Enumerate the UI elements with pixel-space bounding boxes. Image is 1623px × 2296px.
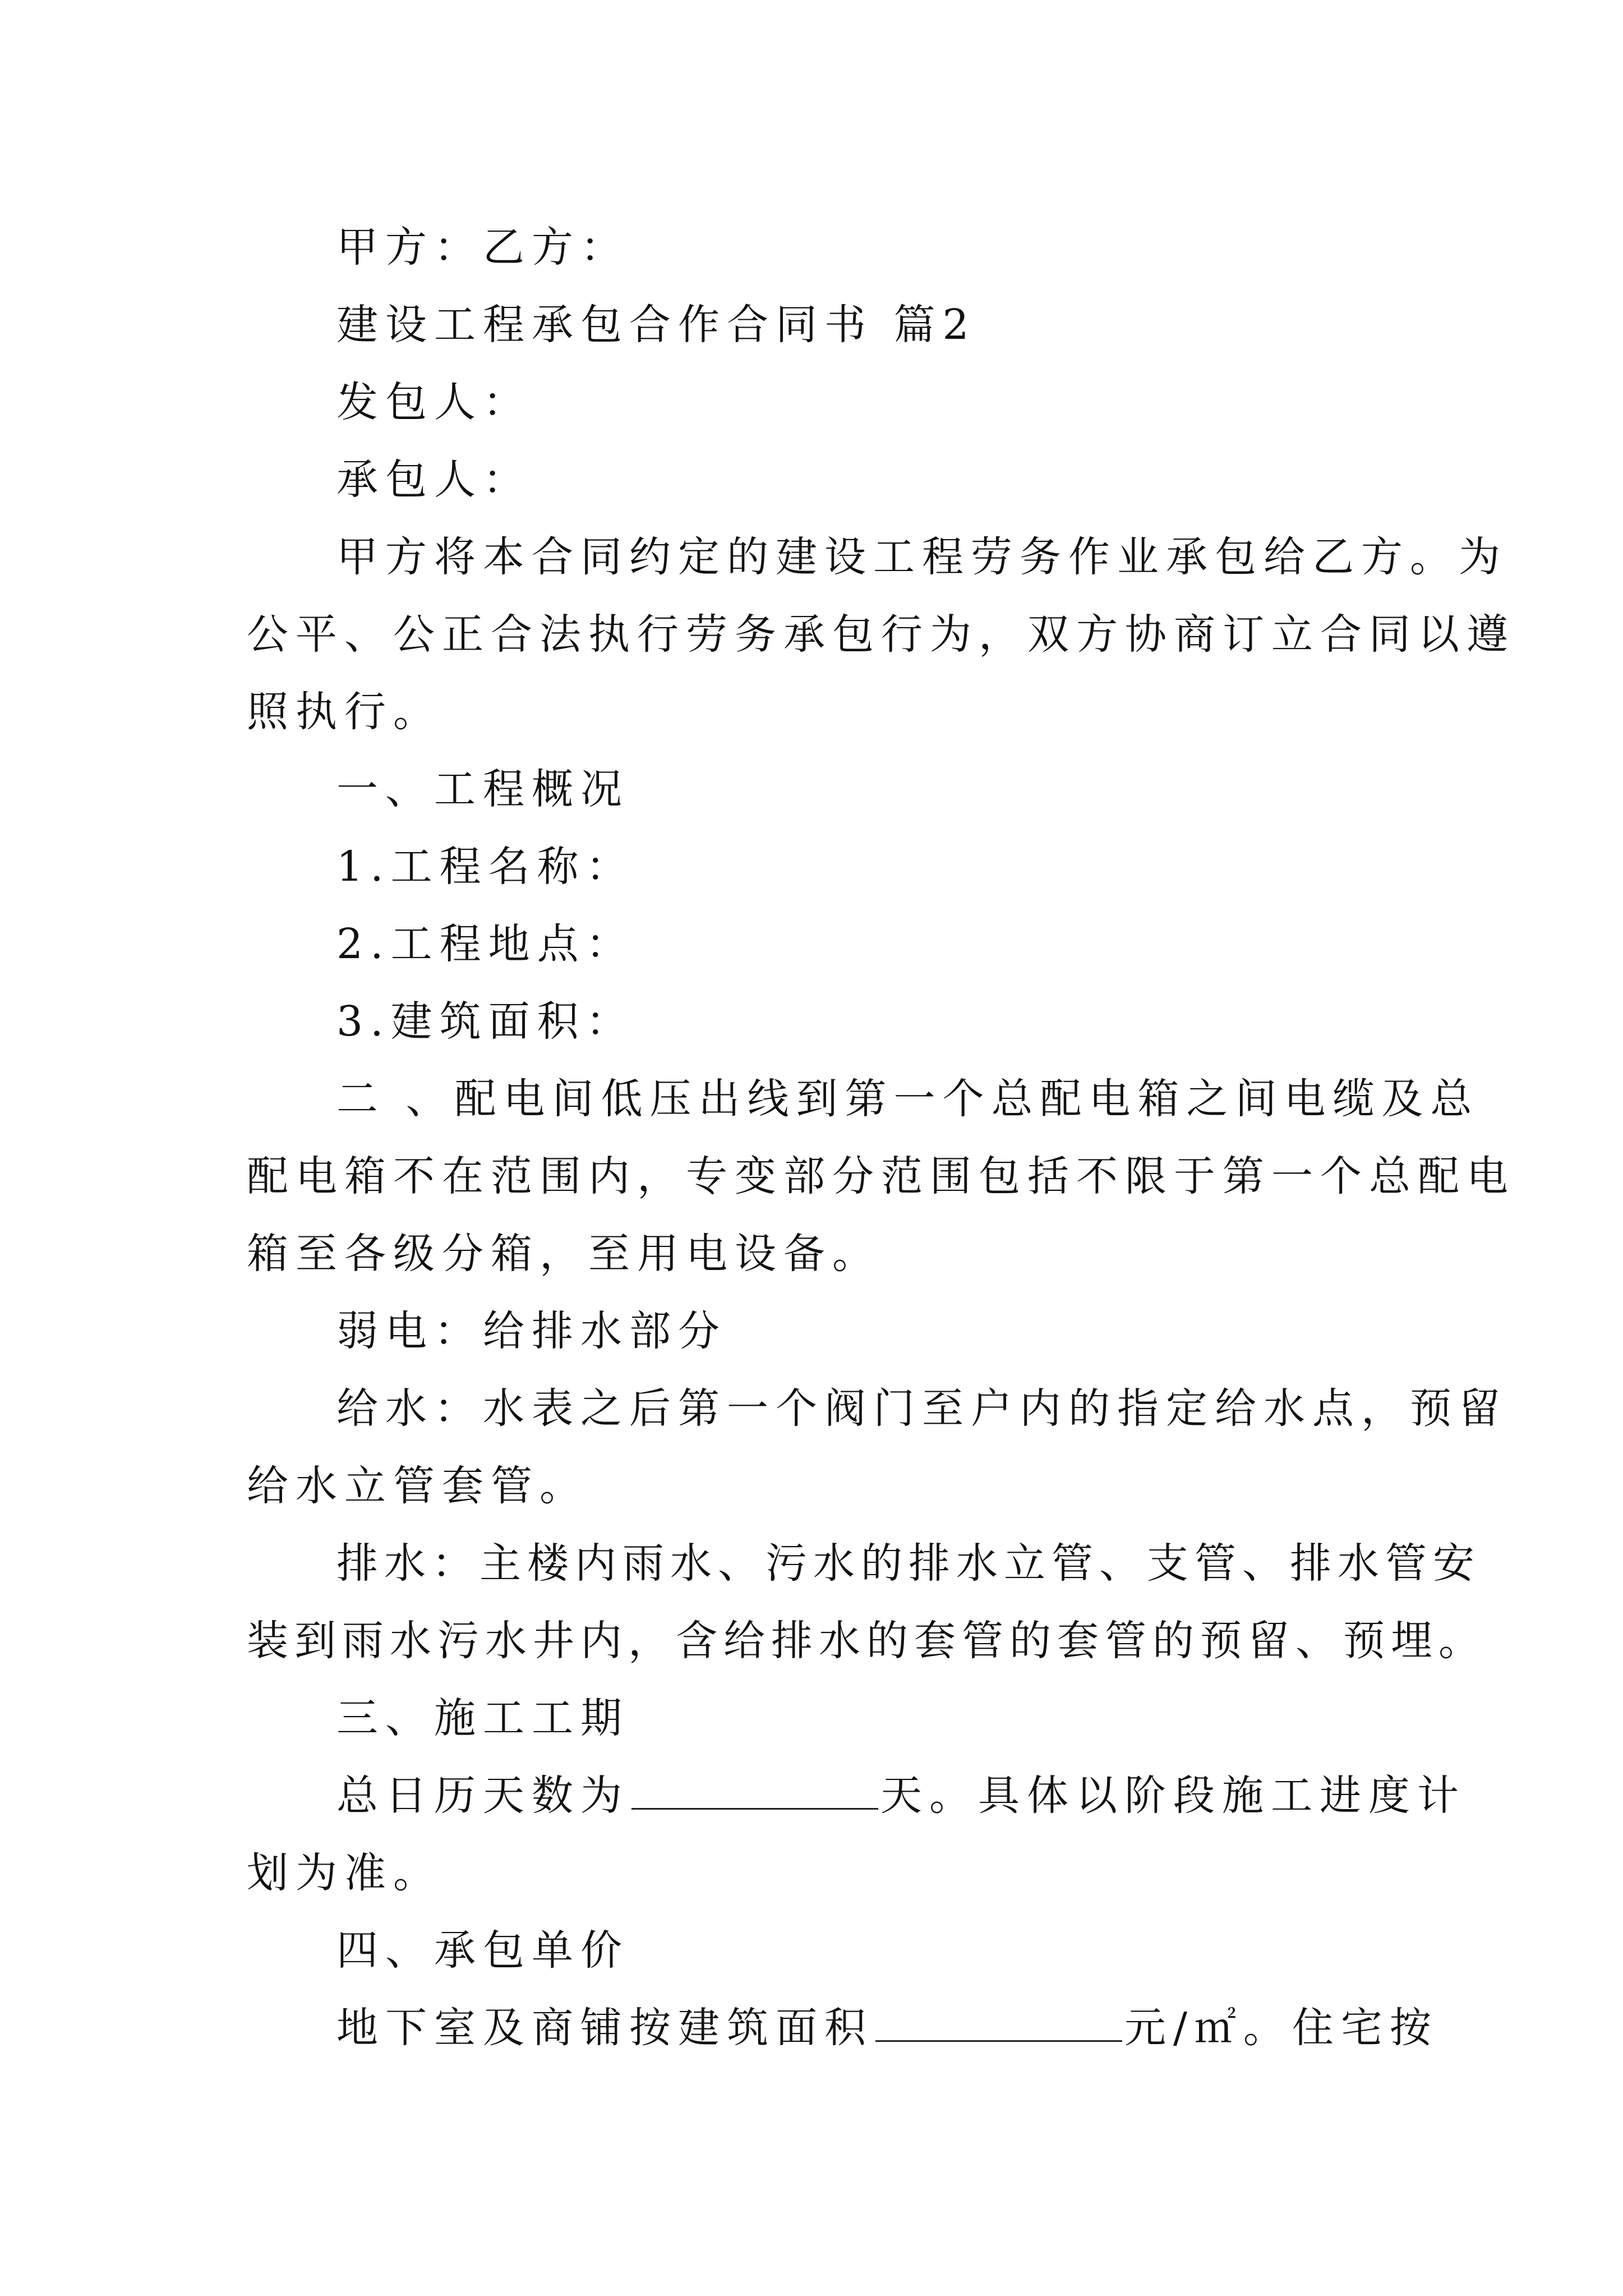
contractor-line: 承包人：	[336, 455, 532, 504]
section-4-heading: 四、承包单价	[336, 1926, 629, 1975]
item-project-location: 2.工程地点：	[336, 920, 635, 968]
weak-current-line: 弱电：给排水部分	[336, 1307, 727, 1355]
unit-price-blank[interactable]	[875, 2005, 1122, 2042]
section-2-paragraph: 二 、配电间低压出线到第一个总配电箱之间电缆及总 配电箱不在范围内，专变部分范围包括不限于第一个总配电 箱至各级分箱，至用电设备。	[247, 1075, 1515, 1278]
intro-paragraph: 甲方将本合同约定的建设工程劳务作业承包给乙方。为 公平、公正合法执行劳务承包行为，双方协商订立合同以遵 照执行。	[247, 533, 1515, 736]
drainage-paragraph: 排水：主楼内雨水、污水的排水立管、支管、排水管安 装到雨水污水井内，含给排水的套管的套管的预留、预埋。	[247, 1539, 1486, 1665]
section-3-heading: 三、施工工期	[336, 1694, 629, 1742]
item-building-area: 3.建筑面积：	[336, 997, 635, 1046]
water-supply-paragraph: 给水：水表之后第一个阀门至户内的指定给水点，预留 给水立管套管。	[247, 1384, 1507, 1510]
document-title: 建设工程承包合作合同书 篇2	[336, 301, 976, 349]
period-paragraph: 总日历天数为 天。具体以阶段施工进度计 划为准。	[247, 1772, 1466, 1897]
section-1-heading: 一、工程概况	[336, 765, 629, 813]
days-blank[interactable]	[631, 1773, 878, 1810]
price-paragraph: 地下室及商铺按建筑面积 元/㎡。住宅按	[336, 2004, 1438, 2052]
party-line: 甲方：乙方：	[336, 223, 629, 272]
employer-line: 发包人：	[336, 378, 532, 426]
item-project-name: 1.工程名称：	[336, 843, 635, 891]
